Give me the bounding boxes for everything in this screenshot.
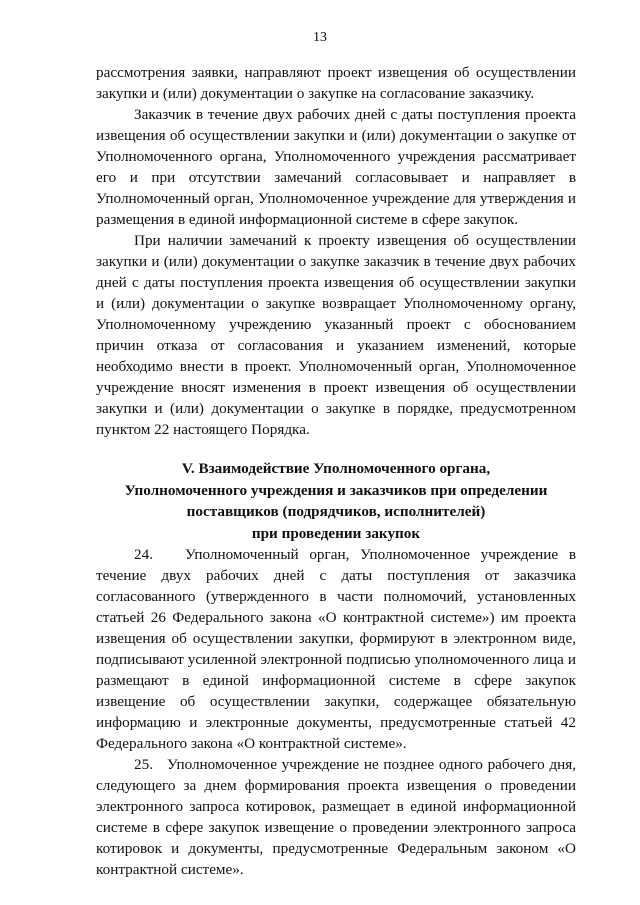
section-heading-line: поставщиков (подрядчиков, исполнителей) <box>186 503 486 520</box>
paragraph-item-25: 25. Уполномоченное учреждение не позднее одного рабочего дня, следующего за днем формирования проекта извещения о проведении электронного запроса котировок, размещает в единой информационной системе в сфере закупок извещение о проведении электронного запроса котировок и документы, предусмотренные Федеральным законом «О контрактной системе». <box>96 756 576 878</box>
document-body <box>96 62 576 880</box>
section-heading-line: при проведении закупок <box>251 524 421 542</box>
section-heading-line: V. Взаимодействие Уполномоченного органа, <box>181 460 491 477</box>
section-heading <box>96 458 576 544</box>
paragraph-continuation: рассмотрения заявки, направляют проект извещения об осуществлении закупки и (или) документации о закупке на согласование заказчику. <box>96 64 576 102</box>
paragraph-customer-review: Заказчик в течение двух рабочих дней с даты поступления проекта извещения об осуществлении закупки и (или) документации о закупке от Уполномоченного органа, Уполномоченного учреждения рассматривает его и при отсутствии замечаний согласовывает и направляет в Уполномоченный орган, Уполномоченное учреждение для утверждения и размещения в единой информационной системе в сфере закупок. <box>96 106 576 228</box>
paragraph-remarks: При наличии замечаний к проекту извещения об осуществлении закупки и (или) документации о закупке заказчик в течение двух рабочих дней с даты поступления проекта извещения об осуществлении закупки и (или) документации о закупке возвращает Уполномоченному органу, Уполномоченному учреждению указанный проект с обоснованием причин отказа от согласования и указанием изменений, которые необходимо внести в проект. Уполномоченный орган, Уполномоченное учреждение вносят изменения в проект извещения об осуществлении закупки и (или) документации о закупке в порядке, предусмотренном пунктом 22 настоящего Порядка. <box>96 232 576 438</box>
paragraph-item-24: 24. Уполномоченный орган, Уполномоченное учреждение в течение двух рабочих дней с даты поступления от заказчика согласованного (утвержденного в части полномочий, установленных статьей 26 Федерального закона «О контрактной системе») им проекта извещения об осуществлении закупки, формируют в электронном виде, подписывают усиленной электронной подписью уполномоченного лица и размещают в единой информационной системе в сфере закупок извещение об осуществлении закупки, содержащее обязательную информацию и электронные документы, предусмотренные статьей 42 Федерального закона «О контрактной системе». <box>96 546 576 752</box>
page-number: 13 <box>313 30 327 45</box>
section-heading-line: Уполномоченного учреждения и заказчиков при определении <box>124 481 548 499</box>
